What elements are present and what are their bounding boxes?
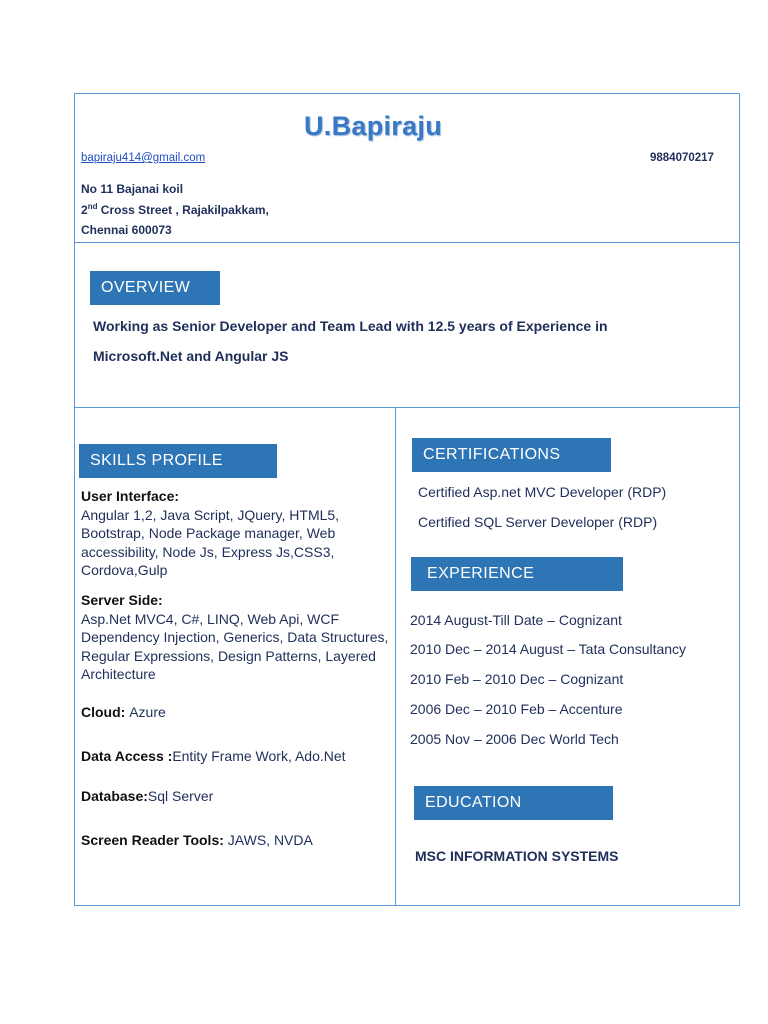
skill-label: User Interface: bbox=[81, 488, 180, 504]
skill-user-interface bbox=[81, 487, 391, 580]
skill-label: Cloud: bbox=[81, 704, 130, 720]
skill-database bbox=[81, 787, 391, 806]
skill-value: Azure bbox=[129, 704, 166, 720]
phone-number: 9884070217 bbox=[650, 152, 714, 164]
divider-overview bbox=[74, 407, 740, 408]
skill-value: Asp.Net MVC4, C#, LINQ, Web Api, WCF Dependency Injection, Generics, Data Structures, Regular Expressions, Design Patterns, Layered Architecture bbox=[81, 610, 389, 682]
skills-heading: SKILLS PROFILE bbox=[79, 444, 277, 478]
address-line-2: 2nd Cross Street , Rajakilpakkam, bbox=[81, 202, 269, 217]
skill-cloud bbox=[81, 703, 391, 722]
skill-server-side bbox=[81, 591, 391, 684]
skill-data-access bbox=[81, 747, 391, 766]
divider-header bbox=[74, 242, 740, 243]
education-degree: MSC INFORMATION SYSTEMS bbox=[415, 848, 619, 864]
email-link[interactable]: bapiraju414@gmail.com bbox=[81, 152, 206, 164]
experience-item: 2010 Feb – 2010 Dec – Cognizant bbox=[410, 671, 624, 687]
address-line-3: Chennai 600073 bbox=[81, 223, 172, 237]
certification-item: Certified Asp.net MVC Developer (RDP) bbox=[418, 484, 667, 500]
skill-value: Sql Server bbox=[147, 788, 214, 804]
skill-label: Server Side: bbox=[81, 592, 163, 608]
experience-item: 2005 Nov – 2006 Dec World Tech bbox=[410, 731, 619, 747]
skill-screen-reader bbox=[81, 831, 391, 850]
skill-value: Entity Frame Work, Ado.Net bbox=[172, 748, 346, 764]
candidate-name: U.Bapiraju bbox=[304, 111, 443, 141]
skill-label: Data Access : bbox=[81, 748, 173, 764]
experience-item: 2010 Dec – 2014 August – Tata Consultancy bbox=[410, 641, 687, 657]
certification-item: Certified SQL Server Developer (RDP) bbox=[418, 514, 658, 530]
divider-columns bbox=[395, 407, 396, 906]
overview-line-2: Microsoft.Net and Angular JS bbox=[93, 348, 289, 364]
overview-line-1: Working as Senior Developer and Team Lead with 12.5 years of Experience in bbox=[93, 318, 608, 334]
skill-label: Database: bbox=[81, 788, 148, 804]
overview-heading: OVERVIEW bbox=[90, 271, 220, 305]
address-line-1: No 11 Bajanai koil bbox=[81, 182, 184, 196]
experience-item: 2014 August-Till Date – Cognizant bbox=[410, 612, 622, 628]
skill-value: Angular 1,2, Java Script, JQuery, HTML5, Bootstrap, Node Package manager, Web accessibility, Node Js, Express Js,CSS3, Cordova,Gulp bbox=[81, 506, 340, 578]
skill-label: Screen Reader Tools: bbox=[81, 832, 228, 848]
skill-value: JAWS, NVDA bbox=[227, 832, 313, 848]
education-heading: EDUCATION bbox=[414, 786, 613, 820]
experience-item: 2006 Dec – 2010 Feb – Accenture bbox=[410, 701, 623, 717]
experience-heading: EXPERIENCE bbox=[411, 557, 623, 591]
certifications-heading: CERTIFICATIONS bbox=[412, 438, 611, 472]
